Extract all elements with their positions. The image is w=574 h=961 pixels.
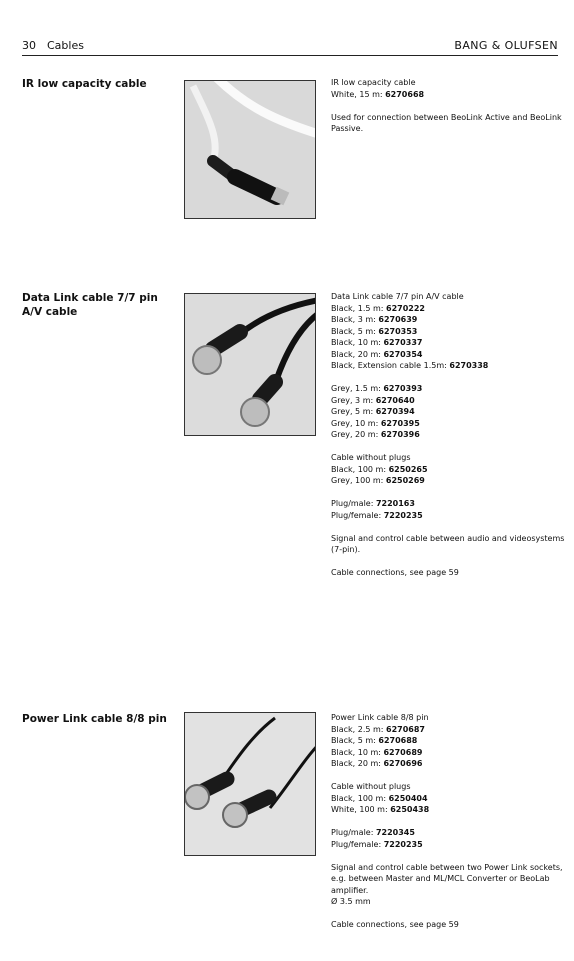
section-title: Power Link cable 8/8 pin [22,713,167,725]
data-link-cable-photo [184,293,316,436]
page-header [22,37,558,56]
detail-line: IR low capacity cable [331,78,416,87]
power-link-cable-illustration [185,713,315,855]
connections-reference: Cable connections, see page 59 [331,568,459,577]
description: Used for connection between BeoLink Active and BeoLink Passive. [331,112,562,133]
power-link-cable-details: Power Link cable 8/8 pin Black, 2.5 m: 6270687 Black, 5 m: 6270688 Black, 10 m: 6270689 Black, 20 m: 6270696 Cable without plugs Black, 100 m: 6250404 White, 100 m: 6250438 Plug/male: 7220345 Plug/female: 7220235 Signal and control cable between two Power Link sockets, e.g. between Master and ML/MCL Converter or BeoLab amplifier. Ø 3.5 mm Cable connections, see page 59 [331,712,567,931]
data-link-cable-details: Data Link cable 7/7 pin A/V cable Black, 1.5 m: 6270222 Black, 3 m: 6270639 Black, 5 m: 6270353 Black, 10 m: 6270337 Black, 20 m: 6270354 Black, Extension cable 1.5m: 6270338 Grey, 1.5 m: 6270393 Grey, 3 m: 6270640 Grey, 5 m: 6270394 Grey, 10 m: 6270395 Grey, 20 m: 6270396 Cable without plugs Black, 100 m: 6250265 Grey, 100 m: 6250269 Plug/male: 7220163 Plug/female: 7220235 Signal and control cable between audio and videosystems (7-pin). Cable connections, see page 59 [331,291,567,579]
ir-cable-photo [184,80,316,219]
ir-cable-illustration [185,81,315,218]
detail-line: White, 15 m: 6270668 [331,89,425,99]
section-title: IR low capacity cable [22,78,147,90]
power-link-cable-photo [184,712,316,856]
section-title: Data Link cable 7/7 pin A/V cable [22,292,158,318]
brand-name: BANG & OLUFSEN [454,39,558,52]
ir-cable-details [331,77,567,135]
description: Signal and control cable between two Power Link sockets, e.g. between Master and ML/MCL Converter or BeoLab amplifier. [331,862,563,895]
cable-diameter: Ø 3.5 mm [331,897,371,906]
data-link-cable-illustration [185,294,315,435]
section-name: Cables [47,39,84,52]
connections-reference: Cable connections, see page 59 [331,920,459,929]
description: Signal and control cable between audio and videosystems (7-pin). [331,533,565,554]
page-number: 30 [22,39,36,52]
